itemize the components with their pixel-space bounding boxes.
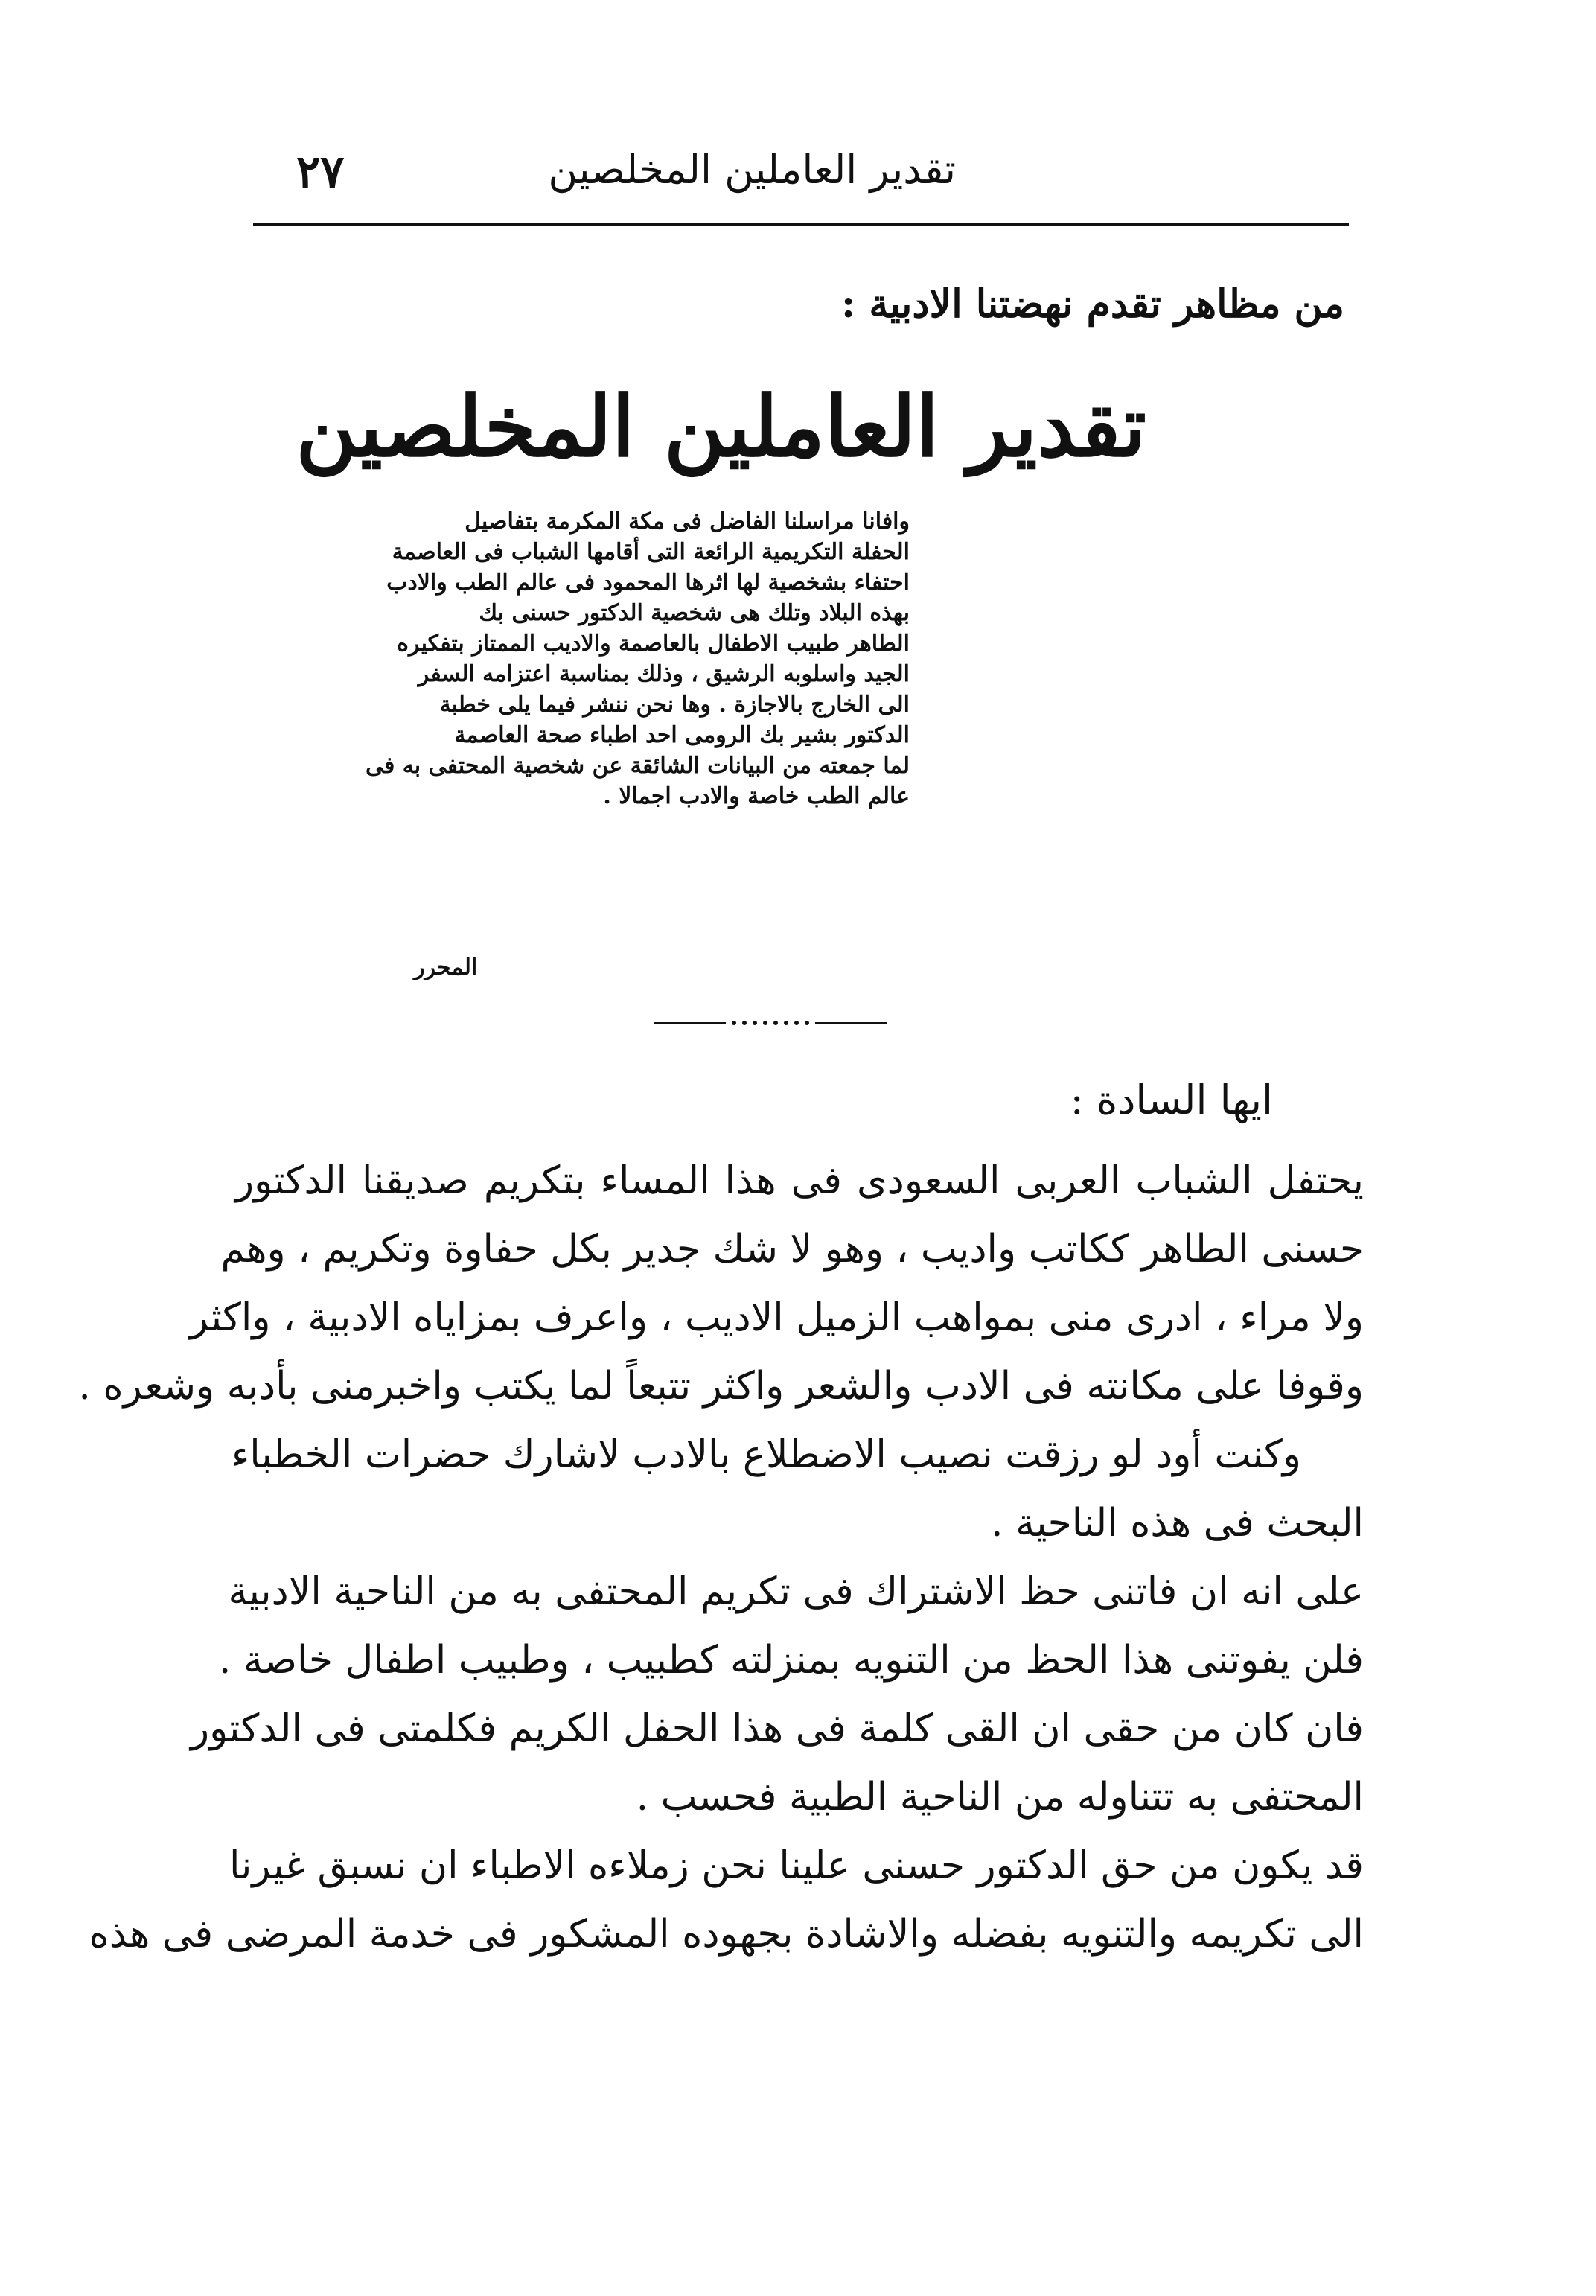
editor-note-line: الحفلة التكريمية الرائعة التى أقامها الشباب فى العاصمة bbox=[392, 539, 910, 565]
speech-line: ولا مراء ، ادرى منى بمواهب الزميل الاديب ، واعرف بمزاياه الادبية ، واكثر bbox=[189, 1295, 1364, 1340]
salutation: ايها السادة : bbox=[1070, 1077, 1273, 1123]
ornamental-divider bbox=[633, 1014, 908, 1032]
divider-dot bbox=[763, 1021, 767, 1025]
header-rule bbox=[253, 223, 1349, 226]
running-header-title: تقدير العاملين المخلصين bbox=[548, 146, 956, 193]
speech-line: يحتفل الشباب العربى السعودى فى هذا المساء بتكريم صديقنا الدكتور bbox=[235, 1158, 1364, 1203]
divider-dot bbox=[805, 1021, 809, 1025]
editor-note-line: احتفاء بشخصية لها اثرها المحمود فى عالم الطب والادب bbox=[386, 570, 910, 596]
speech-line: فان كان من حقى ان القى كلمة فى هذا الحفل الكريم فكلمتى فى الدكتور bbox=[190, 1706, 1364, 1751]
speech-line: وكنت أود لو رزقت نصيب الاضطلاع بالادب لاشارك حضرات الخطباء bbox=[231, 1432, 1301, 1477]
divider-dot bbox=[753, 1021, 757, 1025]
divider-dot bbox=[784, 1021, 788, 1025]
page-number: ٢٧ bbox=[296, 146, 345, 198]
speech-line: على انه ان فاتنى حظ الاشتراك فى تكريم المحتفى به من الناحية الادبية bbox=[228, 1569, 1364, 1614]
divider-dash bbox=[815, 1022, 887, 1024]
editor-note-line: الى الخارج بالاجازة . وها نحن ننشر فيما يلى خطبة bbox=[439, 692, 910, 718]
editor-signature: المحرر bbox=[414, 954, 478, 980]
divider-dash bbox=[654, 1022, 726, 1024]
article-title: تقدير العاملين المخلصين bbox=[296, 378, 1146, 476]
speech-line: قد يكون من حق الدكتور حسنى علينا نحن زملاءه الاطباء ان نسبق غيرنا bbox=[229, 1843, 1364, 1888]
section-intro: من مظاهر تقدم نهضتنا الادبية : bbox=[841, 281, 1344, 327]
divider-dot bbox=[773, 1021, 778, 1025]
divider-dot bbox=[732, 1021, 736, 1025]
speech-body bbox=[78, 1147, 1364, 1968]
speech-line: فلن يفوتنى هذا الحظ من التنويه بمنزلته كطبيب ، وطبيب اطفال خاصة . bbox=[218, 1638, 1364, 1683]
editor-note-line: الجيد واسلوبه الرشيق ، وذلك بمناسبة اعتزامه السفر bbox=[418, 661, 910, 687]
editor-note-line: وافانا مراسلنا الفاضل فى مكة المكرمة بتفاصيل bbox=[465, 508, 910, 535]
editor-note-line: الدكتور بشير بك الرومى احد اطباء صحة العاصمة bbox=[454, 722, 910, 748]
editor-note-line: الطاهر طبيب الاطفال بالعاصمة والاديب الممتاز بتفكيره bbox=[397, 631, 910, 657]
editor-note-line: لما جمعته من البيانات الشائقة عن شخصية المحتفى به فى bbox=[365, 753, 910, 779]
divider-dot bbox=[794, 1021, 799, 1025]
speech-line: البحث فى هذه الناحية . bbox=[991, 1501, 1364, 1546]
speech-line: الى تكريمه والتنويه بفضله والاشادة بجهوده المشكور فى خدمة المرضى فى هذه bbox=[89, 1912, 1364, 1957]
speech-line: وقوفا على مكانته فى الادب والشعر واكثر تتبعاً لما يكتب واخبرمنى بأدبه وشعره . bbox=[78, 1364, 1364, 1409]
divider-dot bbox=[742, 1021, 747, 1025]
speech-line: المحتفى به تتناوله من الناحية الطبية فحسب . bbox=[636, 1775, 1364, 1820]
speech-line: حسنى الطاهر ككاتب واديب ، وهو لا شك جدير بكل حفاوة وتكريم ، وهم bbox=[220, 1227, 1364, 1272]
editor-note bbox=[339, 506, 910, 811]
editor-note-line: عالم الطب خاصة والادب اجمالا . bbox=[603, 783, 910, 809]
editor-note-line: بهذه البلاد وتلك هى شخصية الدكتور حسنى بك bbox=[479, 600, 910, 626]
